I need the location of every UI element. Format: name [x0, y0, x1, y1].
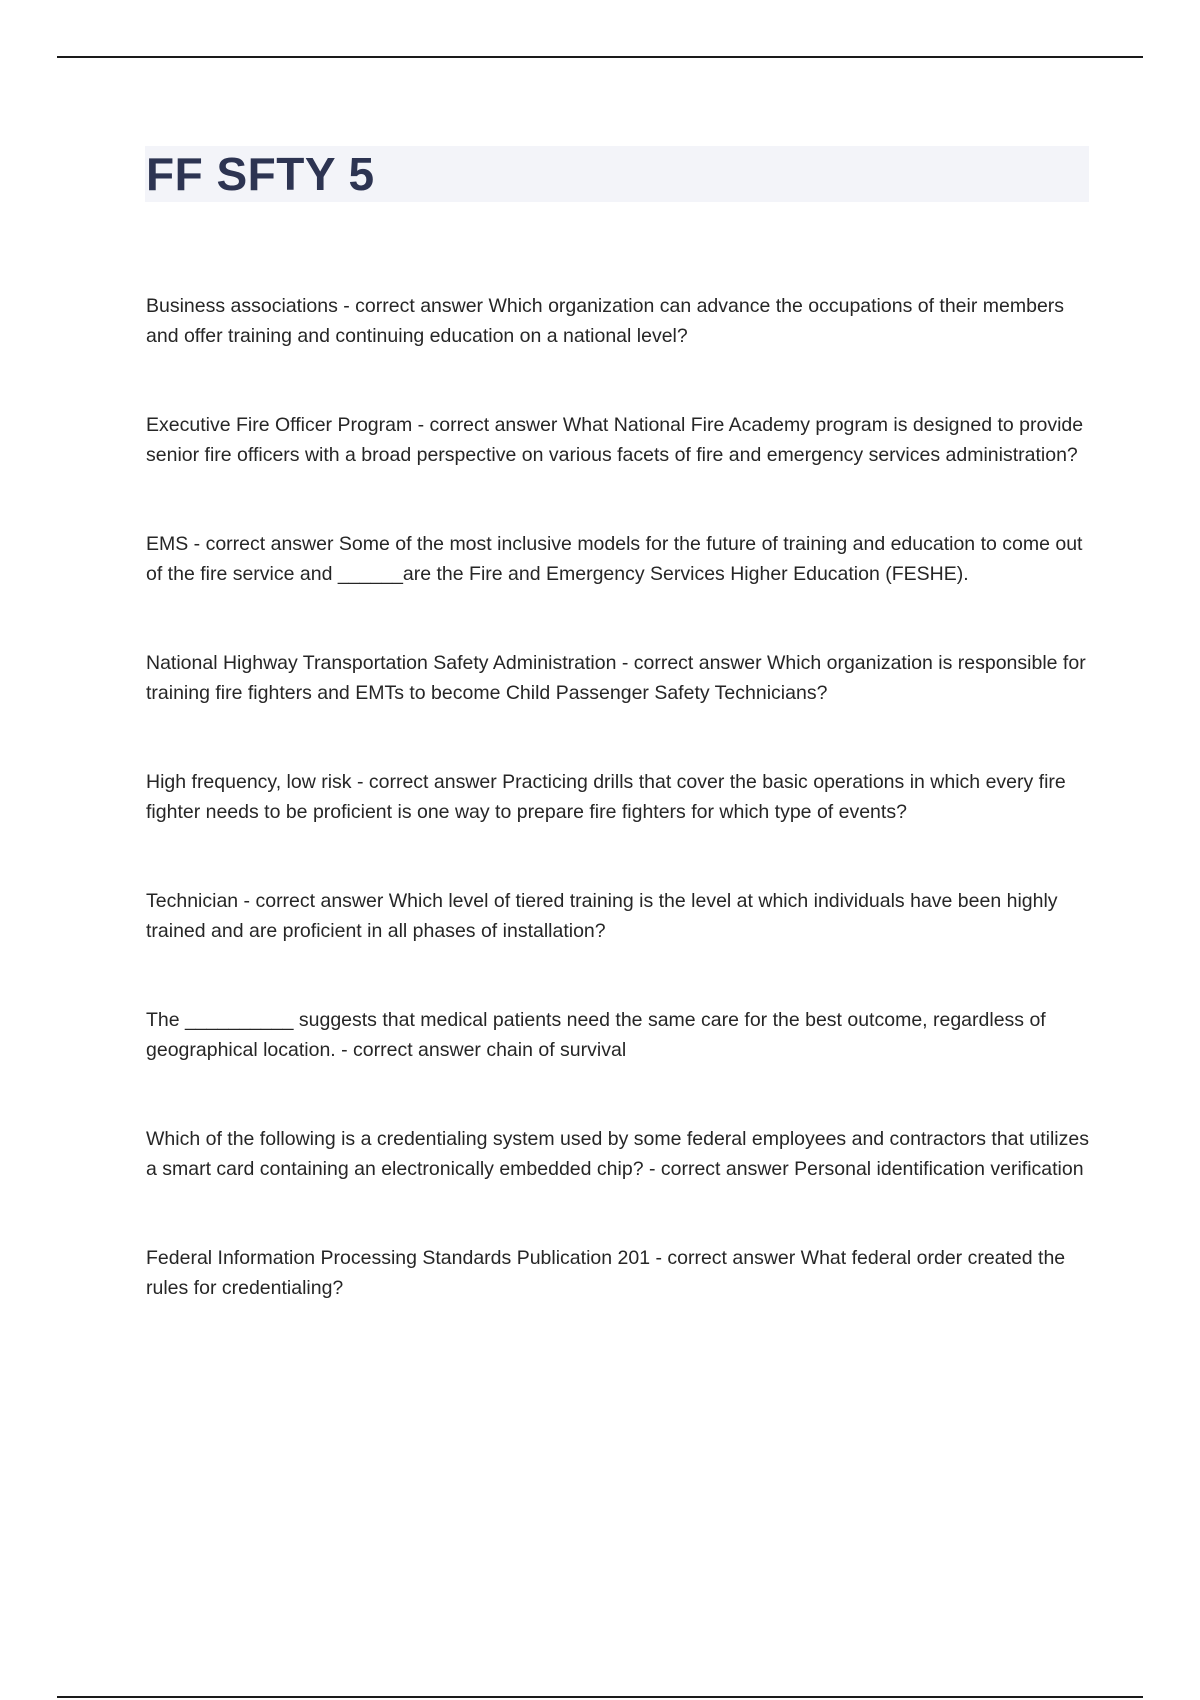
flashcard-item: EMS - correct answer Some of the most inclusive models for the future of training and education to come out of the fire service and ______are the Fire and Emergency Services Higher Education (FESHE).	[146, 533, 1083, 585]
top-divider	[57, 56, 1143, 58]
flashcard-item: Business associations - correct answer Which organization can advance the occupations of their members and offer training and continuing education on a national level?	[146, 295, 1065, 347]
page-title: FF SFTY 5	[146, 148, 375, 200]
flashcard-item: Technician - correct answer Which level of tiered training is the level at which individuals have been highly trained and are proficient in all phases of installation?	[146, 890, 1058, 942]
flashcard-item: Executive Fire Officer Program - correct answer What National Fire Academy program is designed to provide senior fire officers with a broad perspective on various facets of fire and emergency services administration?	[146, 414, 1084, 466]
flashcard-item: Federal Information Processing Standards Publication 201 - correct answer What federal order created the rules for credentialing?	[146, 1247, 1066, 1299]
flashcard-item: Which of the following is a credentialing system used by some federal employees and contractors that utilizes a smart card containing an electronically embedded chip? - correct answer Personal identification verification	[146, 1128, 1089, 1180]
flashcard-item: High frequency, low risk - correct answer Practicing drills that cover the basic operations in which every fire fighter needs to be proficient is one way to prepare fire fighters for which type of events?	[146, 771, 1066, 823]
flashcard-item: National Highway Transportation Safety Administration - correct answer Which organization is responsible for training fire fighters and EMTs to become Child Passenger Safety Technicians?	[146, 652, 1086, 704]
bottom-divider	[57, 1696, 1143, 1698]
flashcard-list	[146, 292, 1092, 1363]
flashcard-item: The __________ suggests that medical patients need the same care for the best outcome, regardless of geographical location. - correct answer chain of survival	[146, 1009, 1046, 1061]
